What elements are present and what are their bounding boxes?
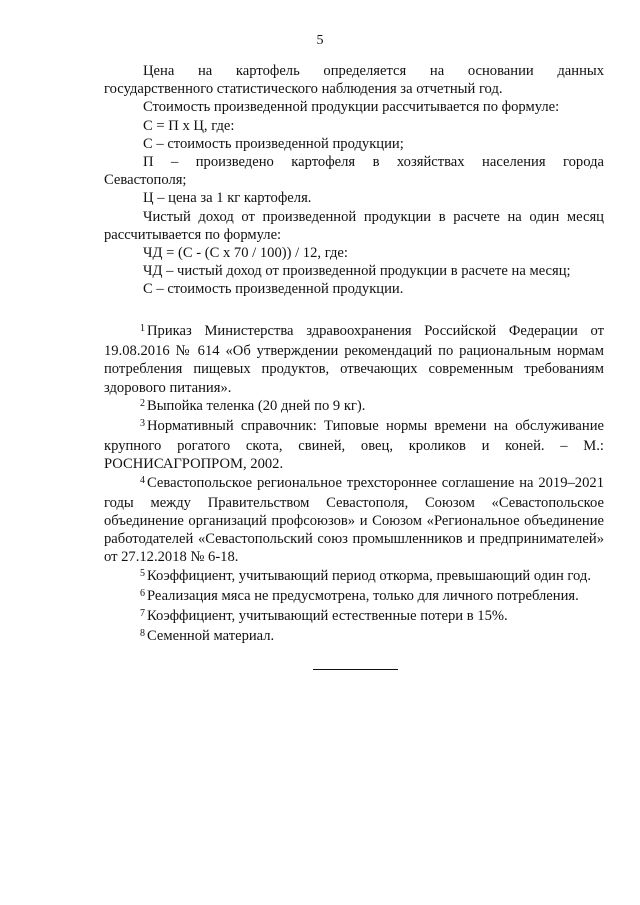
footnote-number: 3 (140, 418, 145, 430)
footnote-8 (104, 627, 604, 647)
end-divider-line (313, 669, 398, 670)
paragraph-income-line1: Чистый доход от произведенной продукции в расчете на один месяц (143, 208, 604, 225)
footnote-number: 7 (140, 608, 145, 620)
footnote-text: Севастопольское региональное трехстороннее соглашение на 2019–2021 годы между Правительством Севастополя, Союзом «Севастопольское объединение организаций профсоюзов» и Союзом «Региональное объединение работодателей «Севастопольский союз промышленников и предпринимателей» от 27.12.2018 № 6-18. (104, 474, 604, 566)
footnote-text: Реализация мяса не предусмотрена, только для личного потребления. (147, 587, 579, 604)
footnote-number: 1 (140, 323, 145, 334)
footnote-2 (104, 397, 604, 417)
definition-p-line2: Севастополя; (104, 172, 187, 189)
definition-ts: Ц – цена за 1 кг картофеля. (143, 190, 312, 207)
footnote-3 (104, 417, 604, 474)
footnote-number: 2 (140, 397, 145, 409)
footnote-number: 5 (140, 567, 145, 579)
definition-chd: ЧД – чистый доход от произведенной продукции в расчете на месяц; (143, 263, 571, 280)
page-number: 5 (316, 33, 324, 48)
definition-c-2: С – стоимость произведенной продукции. (143, 281, 404, 298)
footnote-text: Семенной материал. (147, 628, 275, 645)
definition-c: С – стоимость произведенной продукции; (143, 135, 404, 152)
footnote-number: 8 (140, 628, 145, 640)
footnote-text: Коэффициент, учитывающий естественные потери в 15%. (147, 608, 508, 625)
paragraph-price-line2: государственного статистического наблюдения за отчетный год. (104, 81, 503, 98)
footnote-number: 6 (140, 587, 145, 599)
footnote-number: 4 (140, 474, 145, 486)
footnotes (104, 322, 604, 647)
footnote-1 (104, 322, 604, 397)
footnote-7 (104, 607, 604, 627)
footnote-text: Коэффициент, учитывающий период откорма, превышающий один год. (147, 567, 591, 584)
body-text (104, 62, 604, 299)
footnote-text: Нормативный справочник: Типовые нормы времени на обслуживание крупного рогатого скота, свиней, овец, кроликов и коней. – М.: РОСНИСАГРОПРОМ, 2002. (104, 418, 604, 473)
footnote-text: Приказ Министерства здравоохранения Российской Федерации от 19.08.2016 № 614 «Об утверждении рекомендаций по рациональным нормам потребления пищевых продуктов, отвечающих современным требованиям здорового питания». (104, 323, 604, 396)
footnote-4 (104, 474, 604, 567)
footnote-6 (104, 587, 604, 607)
paragraph-cost-intro: Стоимость произведенной продукции рассчитывается по формуле: (143, 99, 560, 116)
footnote-text: Выпойка теленка (20 дней по 9 кг). (147, 397, 366, 414)
formula-income: ЧД = (С - (С х 70 / 100)) / 12, где: (143, 245, 348, 262)
paragraph-income-line2: рассчитывается по формуле: (104, 226, 282, 243)
paragraph-price-line1: Цена на картофель определяется на основании данных (143, 63, 604, 79)
footnote-5 (104, 567, 604, 587)
definition-p-line1: П – произведено картофеля в хозяйствах населения города (143, 154, 604, 171)
formula-cost: С = П х Ц, где: (143, 117, 235, 134)
